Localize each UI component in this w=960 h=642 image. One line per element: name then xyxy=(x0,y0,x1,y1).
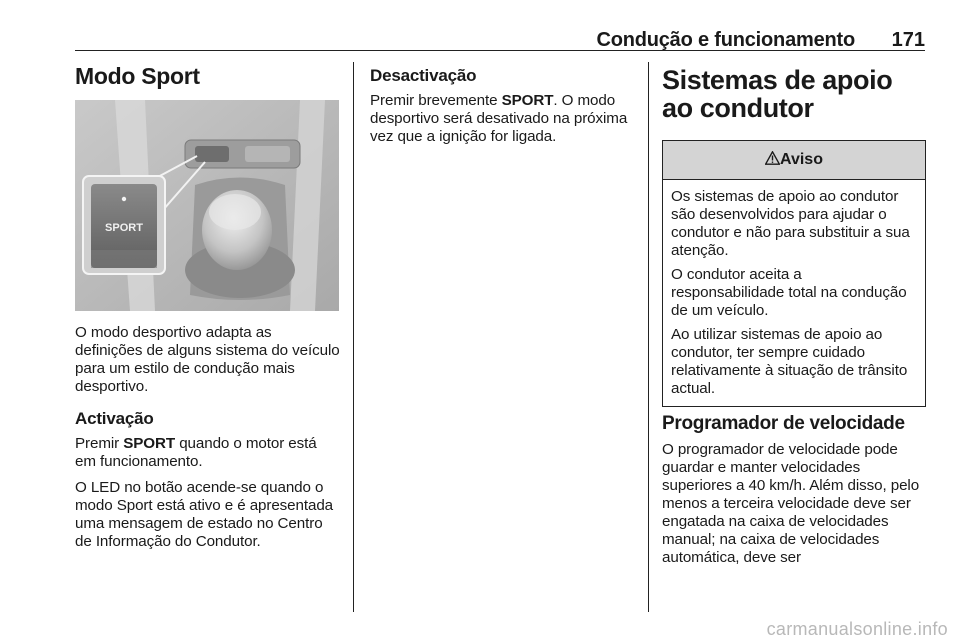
section-title-driver-assistance: Sistemas de apoio ao condutor xyxy=(662,65,893,123)
chapter-title: Condução e funcionamento xyxy=(596,29,855,51)
column-left xyxy=(75,62,341,550)
warning-paragraph-2: O condutor aceita a responsabilidade total na condução de um veículo. xyxy=(671,266,907,319)
sport-button-label: SPORT xyxy=(105,222,143,234)
sport-button-illustration xyxy=(75,100,339,311)
cruise-control-paragraph: O programador de velocidade pode guardar e manter velocidades superiores a 40 km/h. Além disso, pelo menos a terceira velocidade deve ser engatada na caixa de velocidades manual; na caixa de velocidades automática, deve ser xyxy=(662,441,920,566)
warning-header xyxy=(663,141,925,180)
page-number: 171 xyxy=(891,29,925,51)
warning-label: Aviso xyxy=(780,151,823,168)
activation-paragraph-2: O LED no botão acende-se quando o modo Sport está ativo e é apresentada uma mensagem de estado no Centro de Informação do Condutor. xyxy=(75,479,334,550)
watermark: carmanualsonline.info xyxy=(766,619,948,639)
intro-paragraph: O modo desportivo adapta as definições de alguns sistema do veículo para um estilo de condução mais desportivo. xyxy=(75,324,340,395)
warning-box xyxy=(662,140,926,407)
column-right xyxy=(662,62,926,566)
page-header xyxy=(75,20,925,51)
warning-triangle-icon xyxy=(765,151,780,165)
column-divider-1 xyxy=(353,62,354,612)
warning-paragraph-1: Os sistemas de apoio ao condutor são desenvolvidos para ajudar o condutor e não para substituir a sua atenção. xyxy=(671,188,910,259)
column-divider-2 xyxy=(648,62,649,612)
deactivation-paragraph: Premir brevemente SPORT. O modo desportivo será desativado na próxima vez que a ignição for ligada. xyxy=(370,92,628,145)
warning-paragraph-3: Ao utilizar sistemas de apoio ao condutor, ter sempre cuidado relativamente à situação de trânsito actual. xyxy=(671,326,908,397)
activation-paragraph-1: Premir SPORT quando o motor está em funcionamento. xyxy=(75,435,317,470)
activation-heading: Activação xyxy=(75,409,154,428)
column-middle xyxy=(370,62,636,146)
deactivation-heading: Desactivação xyxy=(370,66,477,85)
section-title-modo-sport: Modo Sport xyxy=(75,63,200,89)
cruise-control-heading: Programador de velocidade xyxy=(662,413,905,434)
